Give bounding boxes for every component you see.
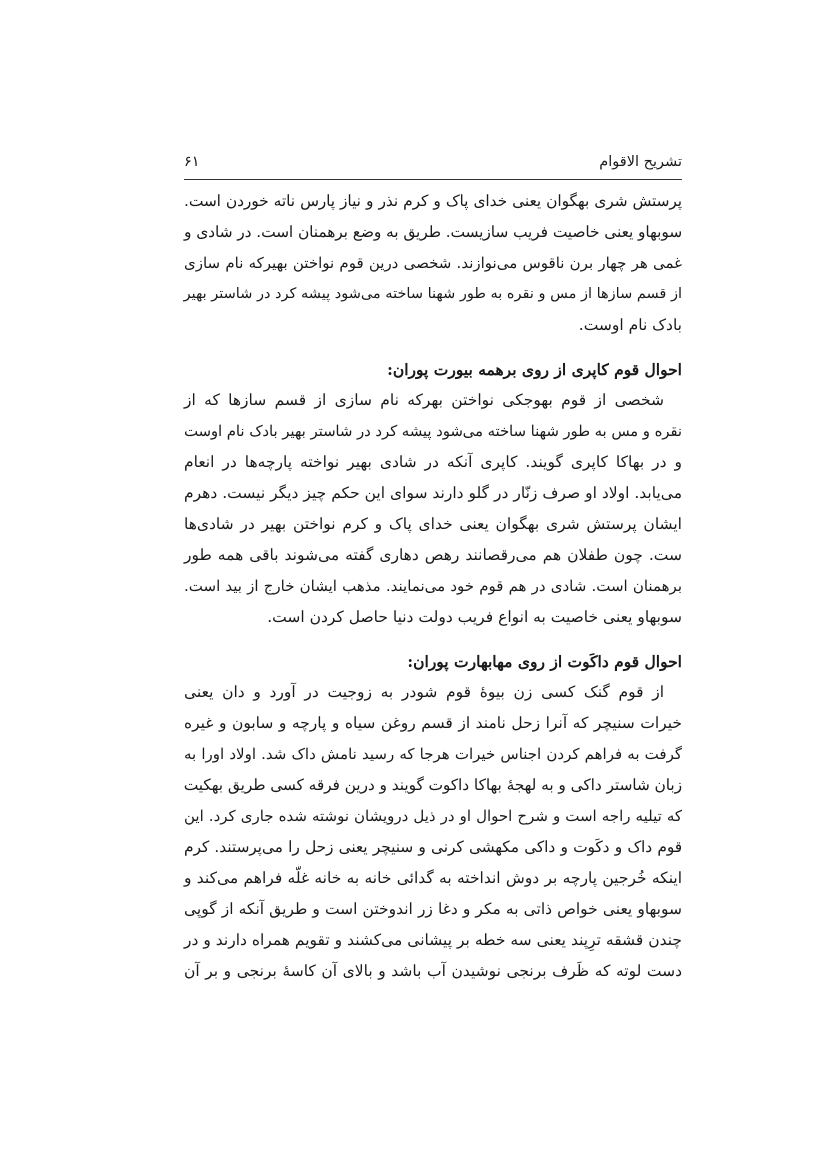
text-line: خیرات سنیچر که آنرا زحل نامند از قسم روغن سیاه و پارچه و سابون و غیره — [184, 714, 682, 732]
text-line: چندن قشقه ترِپند یعنی سه خطه بر پیشانی می‌کشند و تقویم همراه دارند و در — [184, 931, 682, 949]
text-line: و در بهاکا کاپری گویند. کاپری آنکه در شادی بهیر نواخته پارچه‌ها در انعام — [184, 453, 682, 471]
text-line: می‌یابد. اولاد او صرف زنّار در گلو دارند سوای این حکم چیز دیگر نیست. دهرم — [184, 484, 682, 502]
header-rule — [184, 179, 682, 180]
text-line: اینکه خُرجین پارچه بر دوش انداخته به گدائی خانه به خانه غلّه فراهم می‌کند و — [184, 869, 682, 887]
text-line: شخصی از قوم بهوجکی نواختن بهرکه نام سازی از قسم سازها که از — [184, 391, 664, 409]
text-line: قوم داک و دکَوت و داکی مکهشی کرنی و سنیچر یعنی زحل را می‌پرستند. کرم — [184, 838, 682, 856]
text-line: که تیلیه راجه است و شرح احوال او در ذیل درویشان نوشته شده جاری کرد. این — [184, 807, 683, 825]
section-heading: احوال قوم کاپری از روی برهمه بیورت پوران: — [387, 360, 682, 379]
text-line: سوبهاو یعنی خاصیت به انواع فریب دولت دنیا حاصل کردن است. — [267, 608, 682, 626]
text-line: ایشان پرستش شری بهگوان یعنی خدای پاک و کرم نواختن بهیر در شادی‌ها — [184, 515, 682, 533]
text-line: سوبهاو یعنی خاصیت فریب سازیست. طریق به وضع برهمنان است. در شادی و — [184, 223, 682, 241]
text-line: از قسم سازها از مس و نقره به طور شهنا ساخته می‌شود پیشه کرد در شاستر بهیر — [183, 286, 682, 302]
page-header — [184, 150, 682, 174]
text-line: نقره و مس به طور شهنا ساخته می‌شود پیشه کرد در شاستر بهیر بادک نام اوست — [184, 423, 682, 440]
running-title: تشریح الاقوام — [599, 154, 682, 170]
section-heading: احوال قوم داکَوت از روی مهابهارت پوران: — [407, 652, 682, 671]
text-line: بادک نام اوست. — [578, 316, 682, 334]
text-line: از قوم گنک کسی زن بیوهٔ قوم شودر به زوجیت در آورد و دان یعنی — [184, 683, 664, 701]
text-line: غمی هر چهار برن ناقوس می‌نوازند. شخصی درین قوم نواختن بهیرکه نام سازی — [184, 254, 682, 272]
text-line: سوبهاو یعنی خواص ذاتی به مکر و دغا زر اندوختن است و طریق آنکه از گوپی — [184, 900, 682, 918]
text-line: پرستش شری بهگوان یعنی خدای پاک و کرم نذر و نیاز پارس ناته خوردن است. — [184, 192, 682, 210]
text-line: برهمنان است. شادی در هم قوم خود می‌نمایند. مذهب ایشان خارج از بید است. — [184, 577, 682, 595]
text-line: گرفت به فراهم کردن اجناس خیرات هرجا که رسید نامش داک شد. اولاد اورا به — [184, 745, 682, 763]
text-line: دست لوته که ظَرف برنجی نوشیدن آب باشد و بالای آن کاسهٔ برنجی و بر آن — [184, 962, 682, 980]
page-number: ۶۱ — [184, 154, 200, 170]
text-line: زبان شاستر داکی و به لهجهٔ بهاکا داکوت گویند و درین فرقه کسی طریق بهکیت — [183, 776, 682, 794]
text-line: ست. چون طفلان هم می‌رقصانند رهص دهاری گفته می‌شوند باقی همه طور — [184, 546, 682, 564]
